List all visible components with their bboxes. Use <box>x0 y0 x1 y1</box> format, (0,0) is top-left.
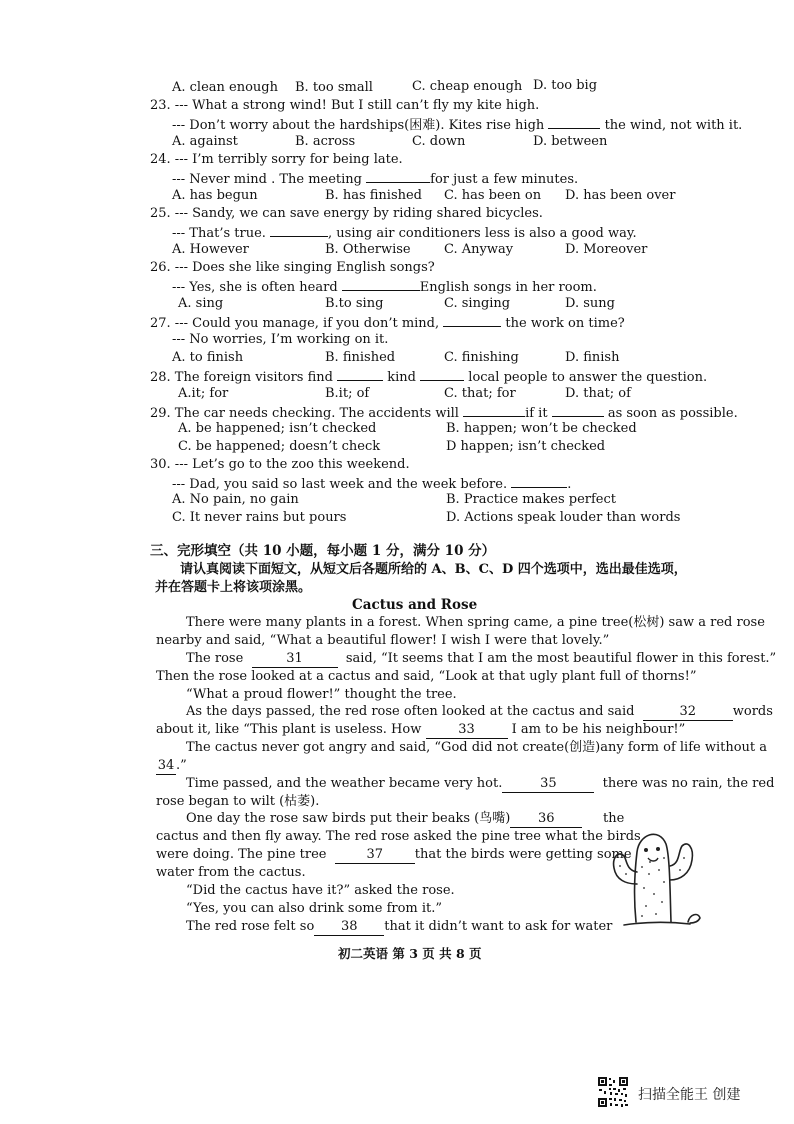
q26-option-c: C. singing <box>444 296 511 311</box>
q28-stem: 28. The foreign visitors find kind local people to answer the question. <box>150 367 707 386</box>
q24-option-c: C. has been on <box>444 188 542 203</box>
q29-option-a: A. be happened; isn’t checked <box>178 421 377 436</box>
q29-option-d: D happen; isn’t checked <box>446 439 606 454</box>
q26-option-a: A. sing <box>178 296 224 311</box>
q29-option-b: B. happen; won’t be checked <box>446 421 637 436</box>
q25-option-a: A. However <box>172 242 249 257</box>
q30-option-a: A. No pain, no gain <box>172 492 299 507</box>
q22-option-b: B. too small <box>295 80 373 95</box>
blank-37: 37 <box>335 846 415 864</box>
blank-33: 33 <box>426 721 508 739</box>
qr-code-icon <box>597 1076 629 1108</box>
q29-option-c: C. be happened; doesn’t check <box>178 439 381 454</box>
q27-reply: --- No worries, I’m working on it. <box>172 332 389 347</box>
q27-option-a: A. to finish <box>172 350 244 365</box>
q26-option-b: B.to sing <box>325 296 384 311</box>
q24-option-a: A. has begun <box>172 188 258 203</box>
q26-option-d: D. sung <box>565 296 615 311</box>
passage-line: about it, like “This plant is useless. How 33 I am to be his neighbour!” <box>156 722 686 737</box>
q26-reply: --- Yes, she is often heard English songs in her room. <box>172 277 597 296</box>
blank-32: 32 <box>643 703 733 721</box>
cactus-illustration <box>604 822 714 934</box>
q30-stem: 30. --- Let’s go to the zoo this weekend. <box>150 457 410 472</box>
q25-option-c: C. Anyway <box>444 242 514 257</box>
q22-option-c: C. cheap enough <box>412 79 523 94</box>
page-footer: 初二英语 第 3 页 共 8 页 <box>338 946 482 961</box>
passage-line: Time passed, and the weather became very hot. 35 there was no rain, the red <box>186 776 775 791</box>
q24-option-b: B. has finished <box>325 188 423 203</box>
passage-line: rose began to wilt (枯萎). <box>156 794 320 809</box>
section-instructions-cont: 并在答题卡上将该项涂黑。 <box>155 580 312 595</box>
passage-line: There were many plants in a forest. When spring came, a pine tree(松树) saw a red rose <box>186 615 765 630</box>
blank-36: 36 <box>510 810 582 828</box>
q23-option-d: D. between <box>533 134 608 149</box>
q23-option-a: A. against <box>172 134 238 149</box>
passage-line: Then the rose looked at a cactus and said, “Look at that ugly plant full of thorns!” <box>156 669 697 684</box>
q27-option-b: B. finished <box>325 350 396 365</box>
passage-line: were doing. The pine tree 37 that the birds were getting some <box>156 847 632 862</box>
q25-option-d: D. Moreover <box>565 242 648 257</box>
passage-line: The rose 31 said, “It seems that I am the most beautiful flower in this forest.” <box>186 651 777 666</box>
q24-reply: --- Never mind . The meeting for just a few minutes. <box>172 169 578 188</box>
q23-reply: --- Don’t worry about the hardships(困难). Kites rise high the wind, not with it. <box>172 115 742 134</box>
q22-option-d: D. too big <box>533 78 598 93</box>
q27-option-c: C. finishing <box>444 350 519 365</box>
q30-option-d: D. Actions speak louder than words <box>446 510 681 525</box>
passage-line: The cactus never got angry and said, “God did not create(创造)any form of life without a <box>186 740 768 755</box>
scanner-watermark: 扫描全能王 创建 <box>638 1087 741 1103</box>
q25-stem: 25. --- Sandy, we can save energy by riding shared bicycles. <box>150 206 543 221</box>
q24-option-d: D. has been over <box>565 188 676 203</box>
q25-option-b: B. Otherwise <box>325 242 411 257</box>
passage-line: One day the rose saw birds put their beaks (鸟嘴) 36 the <box>186 811 625 826</box>
q30-option-b: B. Practice makes perfect <box>446 492 616 507</box>
q28-option-a: A.it; for <box>178 386 229 401</box>
passage-line: As the days passed, the red rose often looked at the cactus and said 32 words <box>186 704 773 719</box>
section-instructions: 请认真阅读下面短文，从短文后各题所给的 A、B、C、D 四个选项中，选出最佳选项， <box>180 562 687 577</box>
blank-35: 35 <box>502 775 594 793</box>
q23-stem: 23. --- What a strong wind! But I still can’t fly my kite high. <box>150 98 540 113</box>
section-heading: 三、完形填空（共 10 小题，每小题 1 分，满分 10 分） <box>150 543 496 559</box>
q29-stem: 29. The car needs checking. The accidents will if it as soon as possible. <box>150 403 738 422</box>
passage-line: “What a proud flower!” thought the tree. <box>186 687 457 702</box>
blank-38: 38 <box>314 918 384 936</box>
passage-line: “Did the cactus have it?” asked the rose. <box>186 883 455 898</box>
q27-option-d: D. finish <box>565 350 620 365</box>
passage-line: nearby and said, “What a beautiful flower! I wish I were that lovely.” <box>156 633 610 648</box>
passage-line: cactus and then fly away. The red rose asked the pine tree what the birds <box>156 829 641 844</box>
q30-option-c: C. It never rains but pours <box>172 510 347 525</box>
passage-title: Cactus and Rose <box>352 597 478 613</box>
q26-stem: 26. --- Does she like singing English songs? <box>150 260 435 275</box>
q23-option-c: C. down <box>412 134 466 149</box>
passage-line: “Yes, you can also drink some from it.” <box>186 901 443 916</box>
passage-line: The red rose felt so 38 that it didn’t want to ask for water <box>186 919 613 934</box>
q24-stem: 24. --- I’m terribly sorry for being late. <box>150 152 403 167</box>
q30-reply: --- Dad, you said so last week and the week before. . <box>172 474 571 493</box>
q25-reply: --- That’s true. , using air conditioners less is also a good way. <box>172 223 637 242</box>
q28-option-c: C. that; for <box>444 386 516 401</box>
q28-option-b: B.it; of <box>325 386 370 401</box>
q28-option-d: D. that; of <box>565 386 631 401</box>
q27-stem: 27. --- Could you manage, if you don’t mind, the work on time? <box>150 313 625 332</box>
passage-line: 34 .” <box>157 758 187 773</box>
blank-34: 34 <box>157 758 175 773</box>
blank-31: 31 <box>252 650 338 668</box>
q22-option-a: A. clean enough <box>172 80 278 95</box>
q23-option-b: B. across <box>295 134 356 149</box>
passage-line: water from the cactus. <box>156 865 306 880</box>
